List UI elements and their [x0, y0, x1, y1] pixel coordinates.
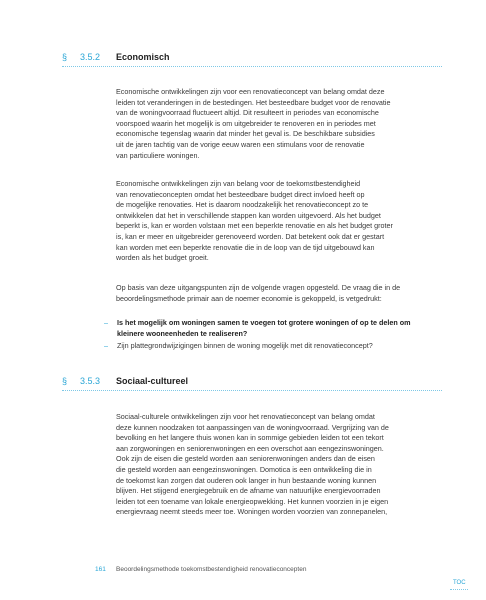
paragraph: Op basis van deze uitgangspunten zijn de volgende vragen opgesteld. De vraag die in de beoordelingsmethode primair aan de noemer economie is gekoppeld, is vetgedrukt: [116, 283, 401, 303]
page-number: 161 [95, 566, 106, 573]
section-heading-sociaal-cultureel [62, 376, 442, 386]
toc-divider [450, 589, 468, 590]
paragraph: Economische ontwikkelingen zijn van belang voor de toekomstbestendigheid van renovatieconcepten omdat het besteedbare budget direct invloed heeft op de mogelijke renovaties. Het is daarom noodzakelijk het renovatieconcept zo te ontwikkelen dat het in verschillende stappen kan worden uitgevoerd. Als het budget beperkt is, kan er worden volstaan met een beperkte renovatie en als het budget groter is, kan er meer en uitgebreider gerenoveerd worden. Dat betekent ook dat er gestart kan worden met een beperkte renovatie die in de loop van de tijd uitgebouwd kan worden als het budget groeit. [116, 179, 393, 263]
section-title: Economisch [116, 52, 170, 62]
section-number: 3.5.2 [80, 52, 101, 62]
section-divider [62, 390, 442, 391]
section-number: 3.5.3 [80, 376, 101, 386]
toc-link[interactable]: TOC [453, 580, 466, 586]
section-symbol: § [62, 376, 68, 386]
paragraph: Sociaal-culturele ontwikkelingen zijn voor het renovatieconcept van belang omdat deze kunnen noodzaken tot aanpassingen van de woningvoorraad. Vergrijzing van de bevolking en het langere thuis wonen kan in sommige gebieden leiden tot een tekort aan zorgwoningen en seniorenwoningen en een overschot aan eengezinswoningen. Ook zijn de eisen die gesteld worden aan seniorenwoningen anders dan de eisen die gesteld worden aan eengezinswoningen. Domotica is een ontwikkeling die in de toekomst kan zorgen dat ouderen ook langer in hun bestaande woning kunnen blijven. Het stijgend energiegebruik en de afname van natuurlijke energievoorraden leiden tot een toename van lokale energieopwekking. Het kunnen voorzien in je eigen energievraag neemt steeds meer toe. Woningen worden voorzien van zonnepanelen, [116, 412, 389, 517]
question-text-bold: Is het mogelijk om woningen samen te voegen tot grotere woningen of op te delen om kleinere wooneenheden te realiseren? [117, 318, 411, 338]
footer-title: Beoordelingsmethode toekomstbestendigheid renovatieconcepten [116, 566, 307, 573]
section-heading-economisch [62, 52, 442, 62]
section-divider [62, 66, 442, 67]
section-title: Sociaal-cultureel [116, 376, 189, 386]
dash-bullet: – [104, 318, 108, 327]
question-text: Zijn plattegrondwijzigingen binnen de woning mogelijk met dit renovatieconcept? [117, 341, 373, 350]
section-symbol: § [62, 52, 68, 62]
paragraph: Economische ontwikkelingen zijn voor een renovatieconcept van belang omdat deze leiden tot veranderingen in de bestedingen. Het besteedbare budget voor de renovatie van de woningvoorraad fluctueert altijd. Dit resulteert in periodes van economische voorspoed waarin het mogelijk is om uitgebreider te renoveren en in periodes met economische tegenslag waarin dat minder het geval is. De beschikbare subsidies uit de jaren tachtig van de vorige eeuw waren een stimulans voor de renovatie van particuliere woningen. [116, 87, 391, 160]
dash-bullet: – [104, 341, 108, 350]
